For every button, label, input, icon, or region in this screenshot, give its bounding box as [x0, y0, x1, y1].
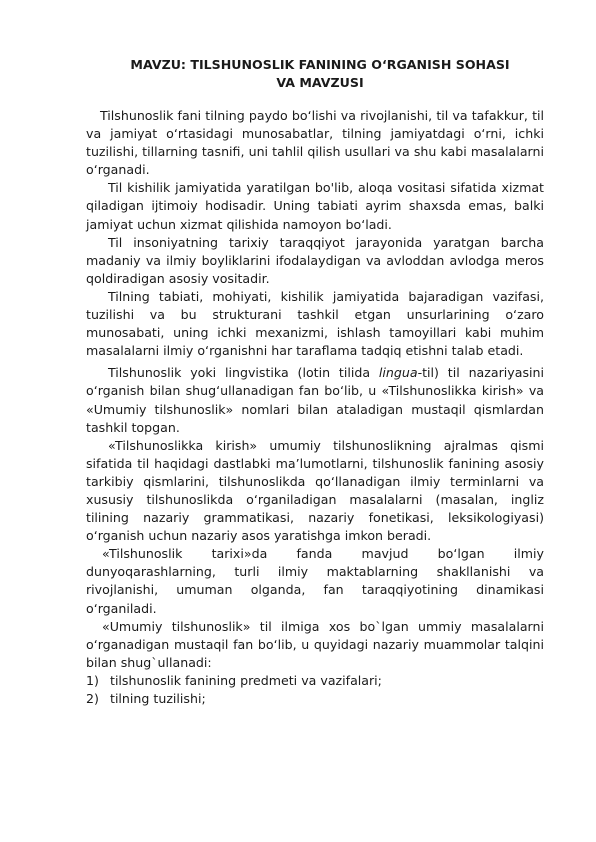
paragraph-4: Tilning tabiati, mohiyati, kishilik jamiyatida bajaradigan vazifasi, tuzilishi va bu strukturani tashkil etgan unsurlarining o‘zaro munosabati, uning ichki mexanizmi, ishlash tamoyillari kabi muhim masalalarni ilmiy o‘rganishni har taraflama tadqiq etishni talab etadi.: [86, 288, 544, 359]
latin-term: lingua: [378, 365, 418, 381]
problem-list: [86, 672, 544, 708]
list-item: [86, 672, 544, 690]
list-item-text: tilning tuzilishi;: [110, 691, 206, 706]
list-item-number: 1): [86, 672, 99, 688]
list-item: [86, 690, 544, 708]
list-item-text: tilshunoslik fanining predmeti va vazifalari;: [110, 672, 382, 688]
paragraph-5-before: Tilshunoslik yoki lingvistika (lotin tilida: [108, 365, 379, 381]
paragraph-2: Til kishilik jamiyatida yaratilgan bo'lib, aloqa vositasi sifatida xizmat qiladigan ijtimoiy hodisadir. Uning tabiati ayrim shaxsda emas, balki jamiyat uchun xizmat qilishida namoyon bo‘ladi.: [86, 180, 544, 232]
paragraph-5-after: -til) til nazariyasini o‘rganish bilan shug‘ullanadigan fan bo‘lib, u «Tilshunoslikka kirish» va «Umumiy tilshunoslik» nomlari bilan ataladigan mustaqil qismlardan tashkil topgan.: [86, 365, 544, 435]
paragraph-1: Tilshunoslik fani tilning paydo bo‘lishi va rivojlanishi, til va tafakkur, til va jamiyat o‘rtasidagi munosabatlar, tilning jamiyatdagi o‘rni, ichki tuzilishi, tillarning tasnifi, uni tahlil qilish usullari va shu kabi masalalarni o‘rganadi.: [86, 108, 544, 178]
list-item-number: 2): [86, 691, 99, 706]
paragraph-3: Til insoniyatning tarixiy taraqqiyot jarayonida yaratgan barcha madaniy va ilmiy boyliklarini ifodalaydigan va avloddan avlodga meros qoldiradigan asosiy vositadir.: [86, 234, 544, 286]
paragraph-8: «Umumiy tilshunoslik» til ilmiga xos bo`lgan ummiy masalalarni o‘rganadigan mustaqil fan bo‘lib, u quyidagi nazariy muammolar talqini bilan shug`ullanadi:: [86, 618, 544, 670]
paragraph-7: «Tilshunoslik tarixi»da fanda mavjud bo‘lgan ilmiy dunyoqarashlarning, turli ilmiy maktablarning shakllanishi va rivojlanishi, umuman olganda, fan taraqqiyotining dinamikasi o‘rganiladi.: [86, 546, 544, 616]
page-title: [86, 56, 544, 92]
title-line-1: MAVZU: TILSHUNOSLIK FANINING O‘RGANISH SOHASI: [130, 57, 510, 72]
paragraph-6: «Tilshunoslikka kirish» umumiy tilshunoslikning ajralmas qismi sifatida til haqidagi dastlabki ma’lumotlarni, tilshunoslik fanining asosiy tarkibiy qismlarini, tilshunoslikda qo‘llanadigan ilmiy terminlarni va xususiy tilshunoslikda o‘rganiladigan masalalarni (masalan, ingliz tilining nazariy grammatikasi, nazariy fonetikasi, leksikologiyasi) o‘rganish uchun nazariy asos yaratishga imkon beradi.: [86, 437, 544, 544]
title-line-2: VA MAVZUSI: [276, 75, 364, 90]
paragraph-5: [86, 364, 544, 436]
